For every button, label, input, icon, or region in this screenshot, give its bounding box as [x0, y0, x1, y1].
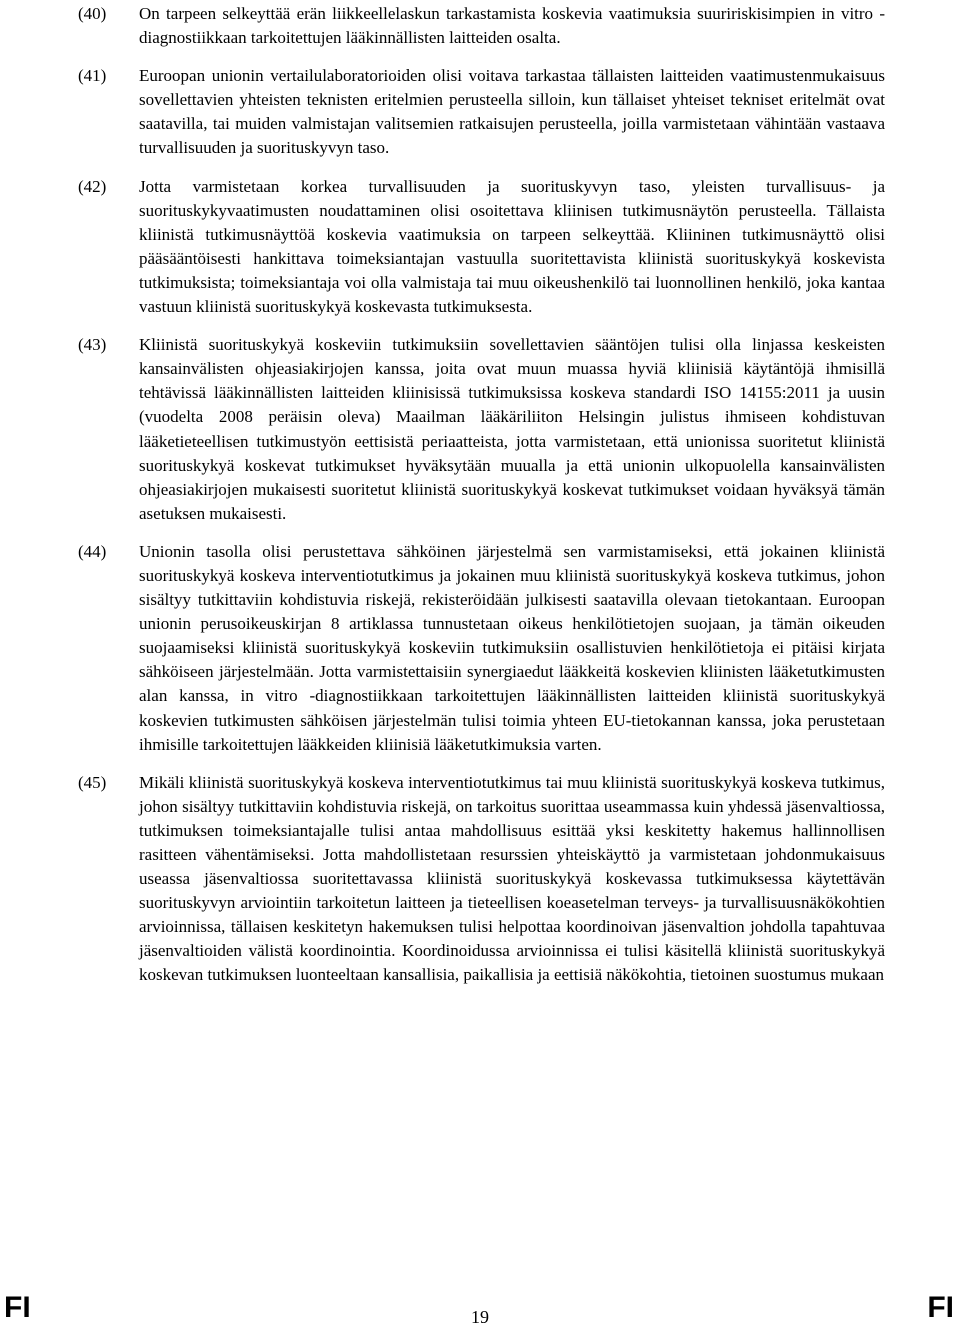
recital-number: (45) [78, 772, 107, 792]
footer-language-code-left: FI [4, 1291, 31, 1324]
recital-number: (43) [78, 335, 107, 355]
recital-44 [0, 540, 960, 757]
document-body [0, 2, 960, 1002]
recital-43 [0, 333, 960, 526]
recital-text: Kliinistä suorituskykyä koskeviin tutkimuksiin sovellettavien sääntöjen tulisi olla linjassa keskeisten kansainvälisten ohjeasiakirjojen kanssa, joita ovat muun muassa hyviä kliinisiä käytäntöjä ihmisillä tehtävissä lääkinnällisten laitteiden kliinisissä tutkimuksissa koskeva standardi ISO 14155:2011 ja uusin (vuodelta 2008 peräisin oleva) Maailman lääkäriliiton Helsingin julistus ihmiseen kohdistuvan lääketieteellisen tutkimustyön eettisistä periaatteista, jotta varmistetaan, että unionissa suoritetut kliinistä suorituskykyä koskevat tutkimukset hyväksytään muualla ja että unionin ulkopuolella kansainvälisten ohjeasiakirjojen mukaisesti suoritetut kliinistä suorituskykyä koskevat tutkimukset voidaan hyväksyä tämän asetuksen mukaisesti. [139, 335, 885, 523]
page-number: 19 [471, 1307, 489, 1327]
recital-text: Euroopan unionin vertailulaboratorioiden olisi voitava tarkastaa tällaisten laitteiden vaatimustenmukaisuus sovellettavien yhteisten teknisten eritelmien perusteella silloin, kun tällaiset yhteiset tekniset eritelmät ovat saatavilla, tai muiden valmistajan valitsemien ratkaisujen perusteella, joilla varmistetaan vähintään vastaava turvallisuuden ja suorituskyvyn taso. [139, 66, 885, 158]
recital-text: Mikäli kliinistä suorituskykyä koskeva interventiotutkimus tai muu kliinistä suorituskykyä koskeva tutkimus, johon sisältyy tutkittaviin kohdistuvia riskejä, on tarkoitus suorittaa useammassa kuin yhdessä jäsenvaltiossa, tutkimuksen toimeksiantajalle tulisi antaa mahdollisuus esittää yksi keskitetty hakemus hallinnollisen rasitteen vähentämiseksi. Jotta mahdollistetaan resurssien yhteiskäyttö ja varmistetaan johdonmukaisuus useassa jäsenvaltiossa suoritettavassa kliinistä suorituskykyä koskevassa tutkimuksessa käytettävän suorituskyvyn arviointiin tarkoitetun laitteen ja tieteellisen koeasetelman terveys- ja turvallisuusnäkökohtien arvioinnissa, tällaisen keskitetyn hakemuksen tulisi helpottaa koordinoivan jäsenvaltion johdolla tapahtuvaa jäsenvaltioiden välistä koordinointia. Koordinoidussa arvioinnissa ei tulisi käsitellä kliinistä suorituskykyä koskevan tutkimuksen luonteeltaan kansallisia, paikallisia ja eettisiä näkökohtia, tietoinen suostumus mukaan [139, 772, 885, 985]
recital-text: Unionin tasolla olisi perustettava sähköinen järjestelmä sen varmistamiseksi, että jokainen kliinistä suorituskykyä koskeva interventiotutkimus ja jokainen muu kliinistä suorituskykyä koskeva tutkimus, johon sisältyy tutkittaviin kohdistuvia riskejä, rekisteröidään julkisesti saatavilla olevaan tietokantaan. Euroopan unionin perusoikeuskirjan 8 artiklassa tunnustetaan oikeus henkilötietojen suojaan, ja tämän oikeuden suojaamiseksi kliinistä suorituskykyä koskeviin tutkimuksiin osallistuvien henkilötietoja ei pitäisi kirjata sähköiseen järjestelmään. Jotta varmistettaisiin synergiaedut lääkkeitä koskevien kliinisten lääketutkimusten alan kanssa, in vitro -diagnostiikkaan tarkoitettujen lääkinnällisten laitteiden kliinistä suorituskykyä koskevien tutkimusten sähköisen järjestelmän tulisi toimia yhteen EU-tietokannan kanssa, joka perustetaan ihmisille tarkoitettujen lääkkeiden kliinisiä lääketutkimuksia varten. [139, 541, 885, 754]
footer-language-code-right: FI [927, 1291, 954, 1324]
recital-number: (40) [78, 4, 107, 23]
recital-41 [0, 64, 960, 160]
recital-number: (41) [78, 66, 107, 86]
recital-text: Jotta varmistetaan korkea turvallisuuden ja suorituskyvyn taso, yleisten turvallisuus- ja suorituskykyvaatimusten noudattaminen olisi osoitettava kliinisen tutkimusnäytön perusteella. Tällaista kliinistä tutkimusnäyttöä koskevia vaatimuksia on tarpeen selkeyttää. Kliininen tutkimusnäyttö olisi pääsääntöisesti hankittava toimeksiantajan vastuulla suoritettavista kliinistä suorituskykyä koskevista tutkimuksista; toimeksiantaja voi olla valmistaja tai muu oikeushenkilö tai luonnollinen henkilö, joka kantaa vastuun kliinistä suorituskykyä koskevasta tutkimuksesta. [139, 176, 885, 317]
recital-number: (42) [78, 176, 107, 196]
recital-40 [0, 2, 960, 50]
recital-42 [0, 175, 960, 320]
recital-45 [0, 771, 960, 988]
recital-number: (44) [78, 541, 107, 561]
recital-text: On tarpeen selkeyttää erän liikkeellelaskun tarkastamista koskevia vaatimuksia suuririskisimpien in vitro -diagnostiikkaan tarkoitettujen lääkinnällisten laitteiden osalta. [139, 4, 885, 48]
